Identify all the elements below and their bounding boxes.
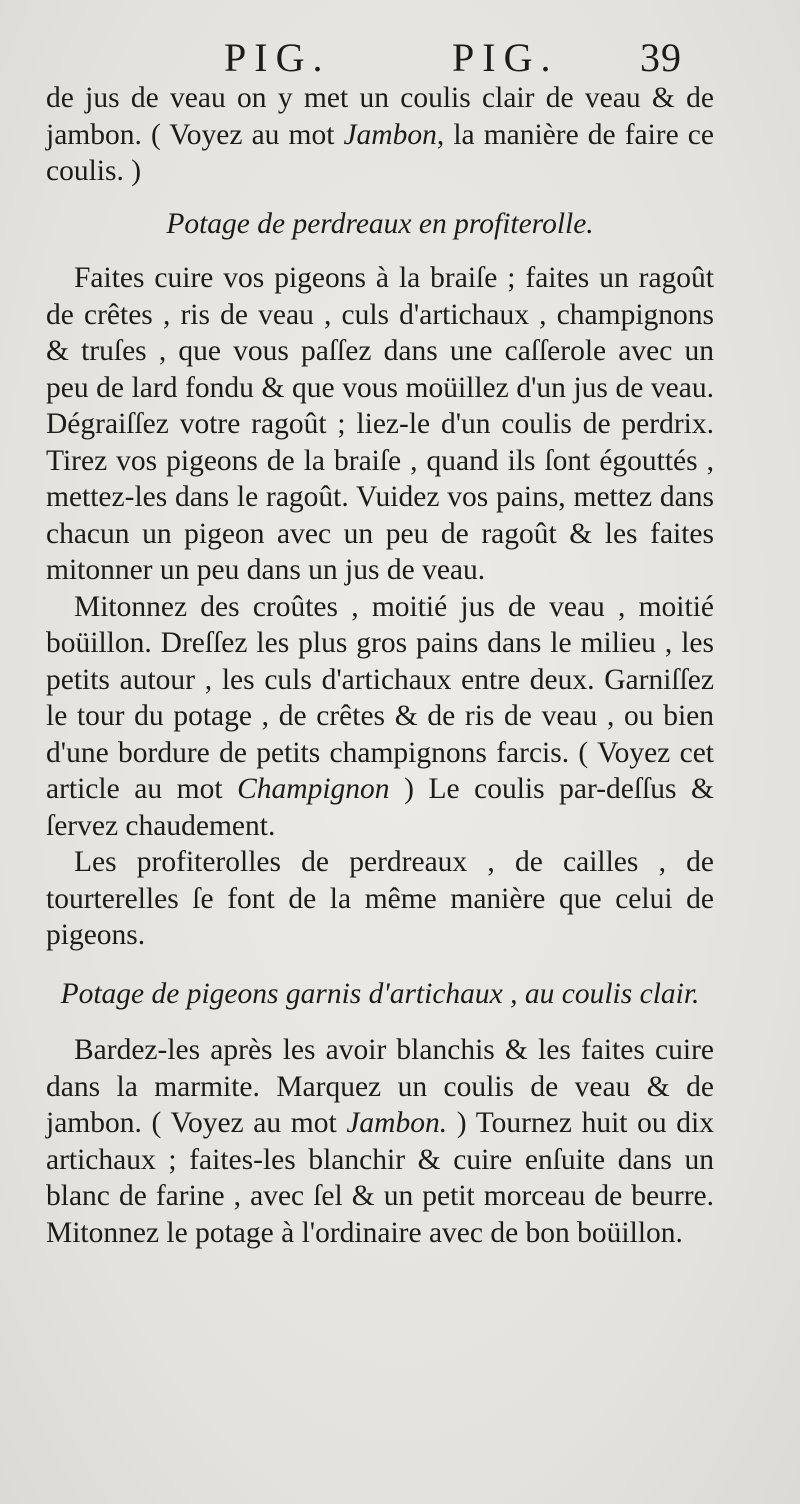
italic-reference: Champignon — [237, 773, 390, 805]
page-body — [46, 80, 714, 1251]
text-run: , la manière de faire ce coulis. ) — [46, 118, 714, 187]
header-right: PIG. — [452, 35, 559, 80]
text-run: de jus de veau on y met un coulis clair de veau & de jambon. ( Voyez au mot — [46, 82, 714, 151]
section-heading-2: Potage de pigeons garnis d'artichaux , au coulis clair. — [60, 977, 700, 1010]
running-header — [0, 28, 800, 88]
italic-reference: Jambon — [343, 118, 437, 151]
page-number: 39 — [640, 35, 682, 80]
paragraph-2 — [46, 589, 714, 845]
text-run: Mitonnez des croûtes , moitié jus de veau , moitié boüillon. Dreſſez les plus gros pains dans le milieu , les petits autour , les culs d'artichaux entre deux. Garniſſez le tour du potage , de crêtes & de ris de veau , ou bien d'une bordure de petits champignons farcis. ( Voyez cet article au mot — [46, 590, 714, 805]
section-heading-1: Potage de perdreaux en profiterolle. — [166, 207, 594, 240]
header-left: PIG. — [224, 35, 331, 80]
paragraph-3: Les profiterolles de perdreaux , de cailles , de tourterelles ſe font de la même manière que celui de pigeons. — [46, 846, 714, 951]
paragraph-continuation — [46, 80, 714, 190]
paragraph-1: Faites cuire vos pigeons à la braiſe ; faites un ragoût de crêtes , ris de veau , culs d'artichaux , champignons & truſes , que vous paſſez dans une caſſerole avec un peu de lard fondu & que vous moüillez d'un jus de veau. Dégraiſſez votre ragoût ; liez-le d'un coulis de perdrix. Tirez vos pigeons de la braiſe , quand ils ſont égouttés , mettez-les dans le ragoût. Vuidez vos pains, mettez dans chacun un pigeon avec un peu de ragoût & les faites mitonner un peu dans un jus de veau. — [46, 262, 714, 586]
text-run: ) Le coulis par-deſſus & ſervez chaudement. — [46, 773, 715, 842]
text-run: Bardez-les après les avoir blanchis & les faites cuire dans la marmite. Marquez un coulis de veau & de jambon. ( Voyez au mot — [46, 1034, 714, 1139]
italic-reference: Jambon. — [346, 1107, 448, 1139]
text-run: ) Tournez huit ou dix artichaux ; faites-les blanchir & cuire enſuite dans un blanc de farine , avec ſel & un petit morceau de beurre. Mitonnez le potage à l'ordinaire avec de bon boüillon. — [46, 1107, 714, 1249]
paragraph-4 — [46, 1032, 714, 1251]
